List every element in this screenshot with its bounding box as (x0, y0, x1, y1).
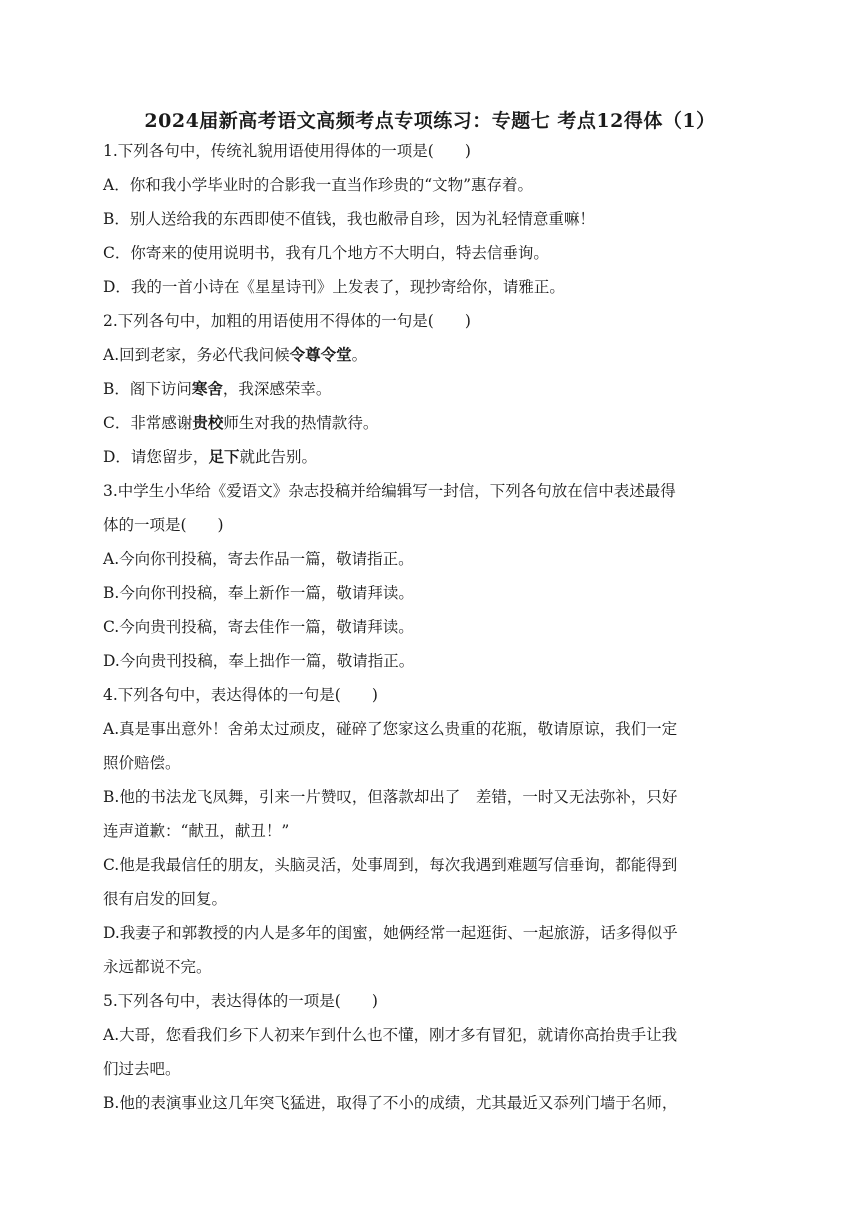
question-5-stem: 5.下列各句中，表达得体的一项是( ) (103, 992, 378, 1010)
question-2-option-c (103, 406, 758, 440)
question-2-option-d (103, 440, 758, 474)
question-1-stem: 1.下列各句中，传统礼貌用语使用得体的一项是( ) (103, 142, 471, 160)
question-1-option-d: D．我的一首小诗在《星星诗刊》上发表了，现抄寄给你，请雅正。 (103, 278, 565, 296)
question-list (103, 134, 758, 1120)
question-3-option-d: D.今向贵刊投稿，奉上拙作一篇，敬请指正。 (103, 652, 415, 670)
question-5-option-a-line-2: 们过去吧。 (103, 1060, 181, 1078)
option-text: 就此告别。 (239, 448, 317, 466)
question-1-option-b: B．别人送给我的东西即使不值钱，我也敝帚自珍，因为礼轻情意重嘛！ (103, 210, 595, 228)
question-2-option-b (103, 372, 758, 406)
question-2-stem: 2.下列各句中，加粗的用语使用不得体的一句是( ) (103, 312, 471, 330)
question-5-option-b-line-1: B.他的表演事业这几年突飞猛进，取得了不小的成绩，尤其最近又忝列门墙于名师， (103, 1094, 678, 1112)
option-text: D．请您留步， (103, 448, 209, 466)
question-3-option-b: B.今向你刊投稿，奉上新作一篇，敬请拜读。 (103, 584, 414, 602)
bold-term: 贵校 (192, 413, 224, 432)
question-4-option-b-line-2: 连声道歉：“献丑，献丑！” (103, 822, 290, 840)
question-4-option-d-line-2: 永远都说不完。 (103, 958, 212, 976)
question-4-option-c-line-1: C.他是我最信任的朋友，头脑灵活，处事周到，每次我遇到难题写信垂询，都能得到 (103, 856, 678, 874)
question-5-option-a-line-1: A.大哥，您看我们乡下人初来乍到什么也不懂，刚才多有冒犯，就请你高抬贵手让我 (103, 1026, 678, 1044)
option-text: B．阁下访问 (103, 380, 192, 398)
question-3-stem-line-2: 体的一项是( ) (103, 516, 224, 534)
document-title: 2024届新高考语文高频考点专项练习：专题七 考点12得体（1） (144, 110, 716, 132)
question-4-stem: 4.下列各句中，表达得体的一句是( ) (103, 686, 378, 704)
question-4-option-a-line-1: A.真是事出意外！舍弟太过顽皮，碰碎了您家这么贵重的花瓶，敬请原谅，我们一定 (103, 720, 678, 738)
bold-term: 令尊令堂 (289, 345, 352, 364)
bold-term: 足下 (208, 447, 240, 466)
question-4-option-d-line-1: D.我妻子和郭教授的内人是多年的闺蜜，她俩经常一起逛街、一起旅游，话多得似乎 (103, 924, 678, 942)
question-1-option-a: A．你和我小学毕业时的合影我一直当作珍贵的“文物”惠存着。 (103, 176, 534, 194)
option-text: A.回到老家，务必代我问候 (103, 346, 290, 364)
option-text: 。 (351, 346, 368, 364)
question-4-option-a-line-2: 照价赔偿。 (103, 754, 181, 772)
option-text: 师生对我的热情款待。 (223, 414, 379, 432)
question-3-stem-line-1: 3.中学生小华给《爱语文》杂志投稿并给编辑写一封信，下列各句放在信中表述最得 (103, 482, 676, 500)
question-3-option-c: C.今向贵刊投稿，寄去佳作一篇，敬请拜读。 (103, 618, 414, 636)
question-4-option-b-line-1: B.他的书法龙飞凤舞，引来一片赞叹，但落款却出了 差错，一时又无法弥补，只好 (103, 788, 678, 806)
question-2-option-a (103, 338, 758, 372)
question-3-option-a: A.今向你刊投稿，寄去作品一篇，敬请指正。 (103, 550, 414, 568)
option-text: C．非常感谢 (103, 414, 193, 432)
question-1-option-c: C．你寄来的使用说明书，我有几个地方不大明白，特去信垂询。 (103, 244, 549, 262)
bold-term: 寒舍 (191, 379, 223, 398)
option-text: ，我深感荣幸。 (222, 380, 332, 398)
question-4-option-c-line-2: 很有启发的回复。 (103, 890, 228, 908)
